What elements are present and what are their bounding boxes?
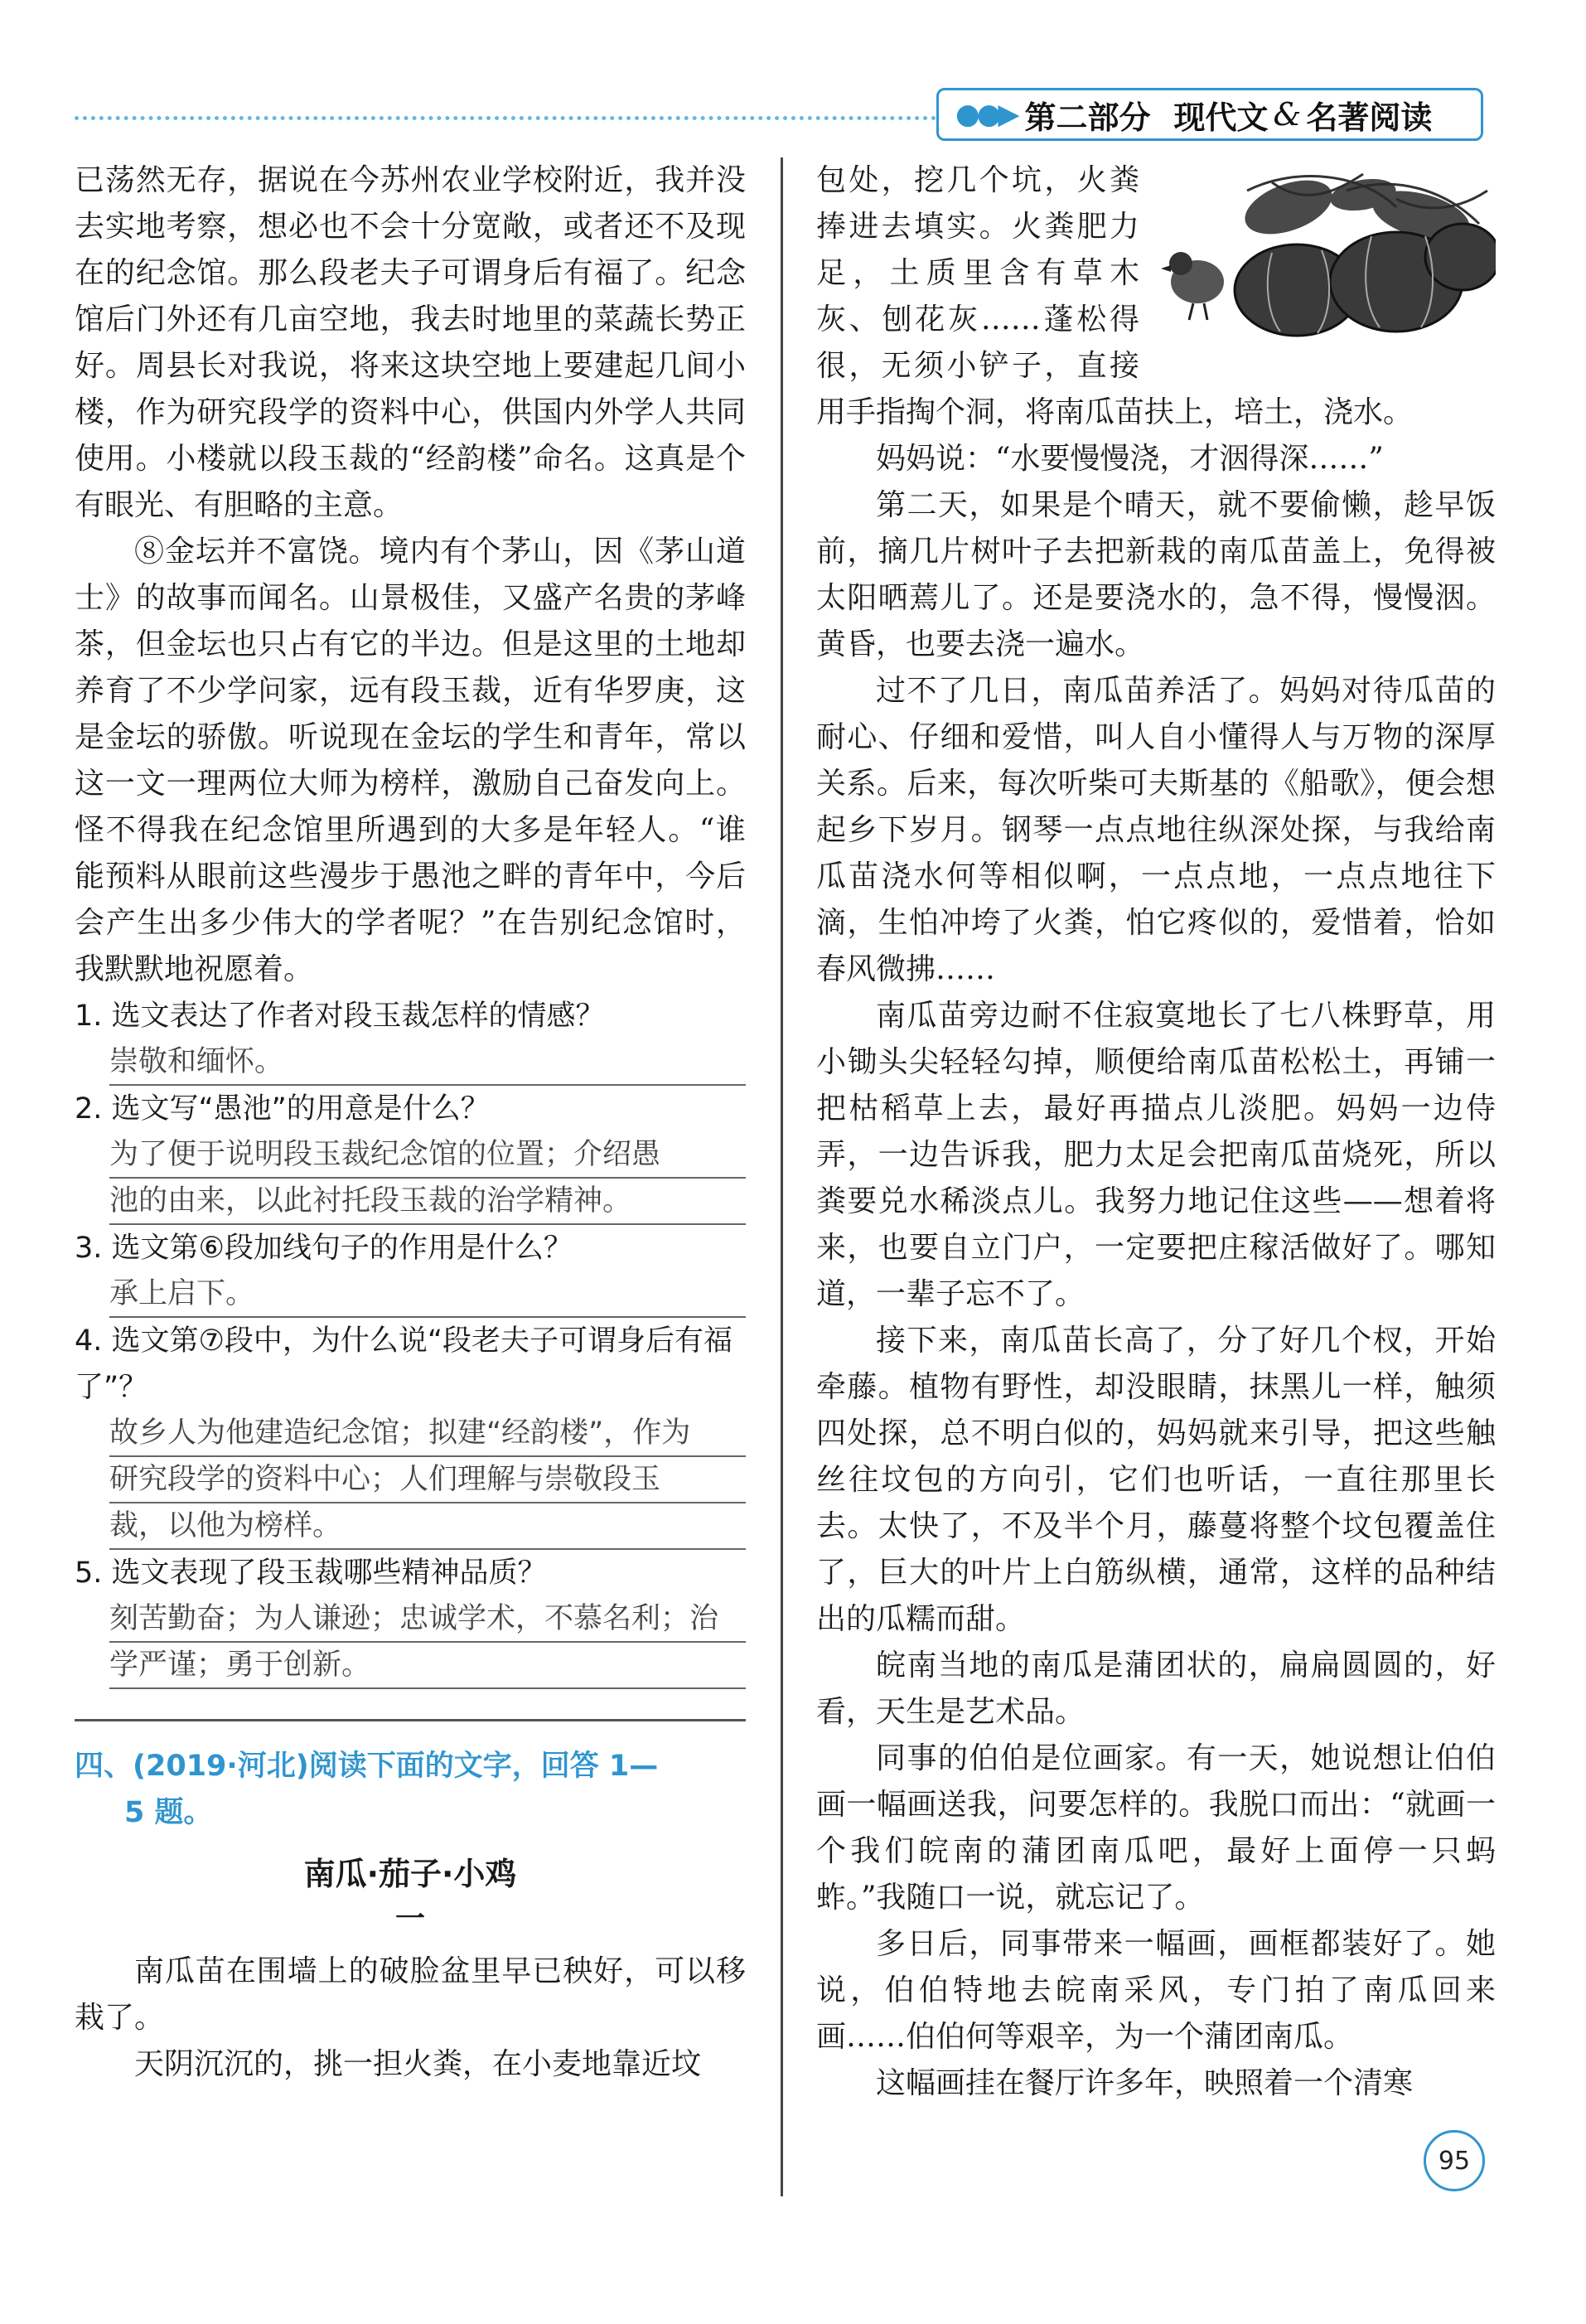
float-wrap <box>816 157 1496 436</box>
paragraph: 这幅画挂在餐厅许多年，映照着一个清寒 <box>876 2066 1414 2100</box>
paragraph: 已荡然无存，据说在今苏州农业学校附近，我并没去实地考察，想必也不会十分宽敞，或者还不及现在的纪念馆。那么段老夫子可谓身后有福了。纪念馆后门外还有几亩空地，我去时地里的菜蔬长势正好。周县长对我说，将来这块空地上要建起几间小楼，作为研究段学的资料中心，供国内外学人共同使用。小楼就以段玉裁的“经韵楼”命名。这真是个有眼光、有胆略的主意。 <box>75 163 746 522</box>
answer-line: 崇敬和缅怀。 <box>109 1039 746 1086</box>
answer-line: 学严谨；勇于创新。 <box>109 1643 746 1689</box>
header-part: 第二部分 <box>1024 99 1151 136</box>
paragraph: 皖南当地的南瓜是蒲团状的，扁扁圆圆的，好看，天生是艺术品。 <box>816 1649 1496 1729</box>
answer-line: 故乡人为他建造纪念馆；拟建“经韵楼”，作为 <box>109 1411 746 1457</box>
answer-line: 池的由来，以此衬托段玉裁的治学精神。 <box>109 1179 746 1225</box>
paragraph: 天阴沉沉的，挑一担火粪，在小麦地靠近坟 <box>134 2047 702 2081</box>
paragraph: 同事的伯伯是位画家。有一天，她说想让伯伯画一幅画送我，问要怎样的。我脱口而出：“就画一个我们皖南的蒲团南瓜吧，最好上面停一只蚂蚱。”我随口一说，就忘记了。 <box>816 1741 1496 1915</box>
question-3: 3. 选文第⑥段加线句子的作用是什么？ <box>75 1232 573 1265</box>
column-divider <box>781 157 783 2196</box>
paragraph: ⑧金坛并不富饶。境内有个茅山，因《茅山道士》的故事而闻名。山景极佳，又盛产名贵的茅峰茶，但金坛也只占有它的半边。但是这里的土地却养育了不少学问家，远有段玉裁，近有华罗庚，这是金坛的骄傲。听说现在金坛的学生和青年，常以这一文一理两位大师为榜样，激励自己奋发向上。怪不得我在纪念馆里所遇到的大多是年轻人。“谁能预料从眼前这些漫步于愚池之畔的青年中，今后会产生出多少伟大的学者呢？”在告别纪念馆时，我默默地祝愿着。 <box>75 535 746 986</box>
question-1: 1. 选文表达了作者对段玉裁怎样的情感？ <box>75 1000 605 1033</box>
answer-4 <box>109 1411 746 1550</box>
right-column <box>816 157 1496 2107</box>
paragraph: 妈妈说：“水要慢慢浇，才洇得深……” <box>876 442 1384 476</box>
story-title: 南瓜·茄子·小鸡 <box>303 1856 517 1892</box>
answer-2 <box>109 1132 746 1225</box>
section-heading-line1: 四、(2019·河北)阅读下面的文字，回答 1— <box>75 1750 659 1783</box>
answer-line: 刻苦勤奋；为人谦逊；忠诚学术，不慕名利；治 <box>109 1596 746 1643</box>
paragraph: 过不了几日，南瓜苗养活了。妈妈对待瓜苗的耐心、仔细和爱惜，叫人自小懂得人与万物的深厚关系。后来，每次听柴可夫斯基的《船歌》，便会想起乡下岁月。钢琴一点点地往纵深处探，与我给南瓜苗浇水何等相似啊，一点点地，一点点地往下滴，生怕冲垮了火粪，怕它疼似的，爱惜着，恰如春风微拂…… <box>816 674 1496 986</box>
question-2: 2. 选文写“愚池”的用意是什么？ <box>75 1092 490 1126</box>
section-heading-line2: 5 题。 <box>124 1796 213 1829</box>
answer-line: 研究段学的资料中心；人们理解与崇敬段玉 <box>109 1457 746 1503</box>
pumpkin-illustration <box>1148 157 1496 348</box>
paragraph: 南瓜苗旁边耐不住寂寞地长了七八株野草，用小锄头尖轻轻勾掉，顺便给南瓜苗松松土，再铺一把枯稻草上去，最好再描点儿淡肥。妈妈一边侍弄，一边告诉我，肥力太足会把南瓜苗烧死，所以粪要兑水稀淡点儿。我努力地记住这些——想着将来，也要自立门户，一定要把庄稼活做好了。哪知道，一辈子忘不了。 <box>816 999 1496 1311</box>
question-5: 5. 选文表现了段玉裁哪些精神品质？ <box>75 1557 547 1590</box>
header-title-b: 名著阅读 <box>1306 99 1433 136</box>
answer-line: 裁，以他为榜样。 <box>109 1503 746 1550</box>
story-part-number: 一 <box>394 1902 425 1936</box>
paragraph: 多日后，同事带来一幅画，画框都装好了。她说，伯伯特地去皖南采风，专门拍了南瓜回来画……伯伯何等艰辛，为一个蒲团南瓜。 <box>816 1927 1496 2054</box>
paragraph: 第二天，如果是个晴天，就不要偷懒，趁早饭前，摘几片树叶子去把新栽的南瓜苗盖上，免得被太阳晒蔫儿了。还是要浇水的，急不得，慢慢洇。黄昏，也要去浇一遍水。 <box>816 488 1496 661</box>
left-column <box>75 157 746 2088</box>
section-rule <box>75 1719 746 1721</box>
section-header <box>936 88 1483 141</box>
paragraph: 接下来，南瓜苗长高了，分了好几个杈，开始牵藤。植物有野性，却没眼睛，抹黑儿一样，触须四处探，总不明白似的，妈妈就来引导，把这些触丝往坟包的方向引，它们也听话，一直往那里长去。太快了，不及半个月，藤蔓将整个坟包覆盖住了，巨大的叶片上白筋纵横，通常，这样的品种结出的瓜糯而甜。 <box>816 1324 1496 1636</box>
answer-line: 承上启下。 <box>109 1271 746 1318</box>
answer-line: 为了便于说明段玉裁纪念馆的位置；介绍愚 <box>109 1132 746 1179</box>
arrow-icon: ●●▶ <box>955 98 1017 131</box>
question-4: 4. 选文第⑦段中，为什么说“段老夫子可谓身后有福了”？ <box>75 1324 733 1404</box>
page-number: 95 <box>1424 2130 1485 2191</box>
section-heading <box>75 1743 746 1836</box>
answer-1 <box>109 1039 746 1086</box>
header-dotted-rule <box>75 116 936 120</box>
paragraph: 南瓜苗在围墙上的破脸盆里早已秧好，可以移栽了。 <box>75 1954 746 2035</box>
header-title-a: 现代文 <box>1173 99 1269 136</box>
answer-3 <box>109 1271 746 1318</box>
answer-5 <box>109 1596 746 1689</box>
paragraph: 包处，挖几个坑，火粪捧进去填实。火粪肥力足，土质里含有草木灰、刨花灰……蓬松得很，无须小铲子，直接用手指掏个洞，将南瓜苗扶上，培土，浇水。 <box>816 163 1414 429</box>
header-amp: & <box>1273 96 1302 133</box>
